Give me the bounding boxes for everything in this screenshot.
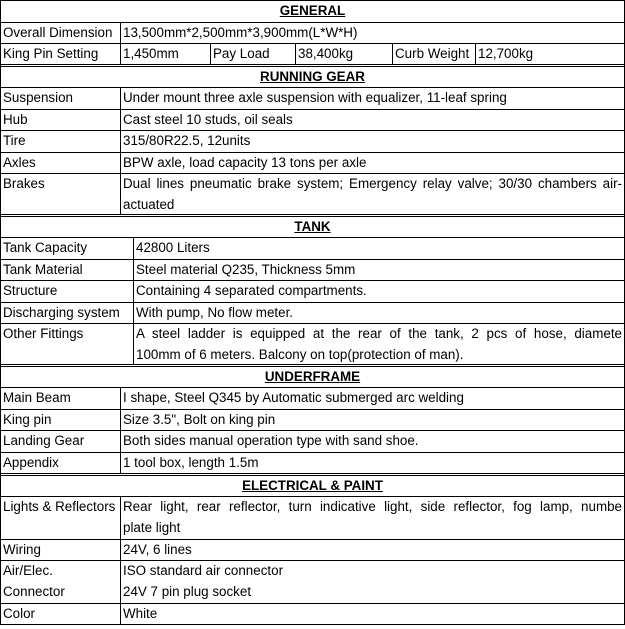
spec-label: Color [3, 606, 35, 621]
spec-label: Discharging system [3, 305, 120, 320]
section-heading-electrical: ELECTRICAL & PAINT [242, 478, 383, 493]
spec-label: Brakes [3, 176, 45, 191]
rule [295, 43, 296, 64]
spec-label: Main Beam [3, 390, 71, 405]
spec-value: Containing 4 separated compartments. [136, 283, 367, 298]
section-heading-general: GENERAL [279, 3, 346, 18]
spec-value: Under mount three axle suspension with equalizer, 11-leaf spring [123, 90, 507, 105]
curb-weight-label: Curb Weight [395, 46, 470, 61]
section-heading-tank: TANK [294, 219, 331, 234]
spec-value: 24V, 6 lines [123, 542, 192, 557]
spec-value-line: plate light [123, 520, 181, 535]
rule [0, 130, 625, 131]
spec-value-line: 100mm of 6 meters. Balcony on top(protection of man). [136, 347, 464, 362]
spec-label: Suspension [3, 90, 73, 105]
spec-value: Both sides manual operation type with sand shoe. [123, 433, 419, 448]
rule [0, 452, 625, 453]
spec-value: Size 3.5", Bolt on king pin [123, 412, 276, 427]
rule [0, 0, 1, 625]
spec-value-line: A steel ladder is equipped at the rear of the tank, 2 pcs of hose, diamete [136, 326, 622, 341]
spec-label: Wiring [3, 542, 41, 557]
rule [0, 64, 625, 65]
spec-label: Air/Elec. [3, 563, 53, 578]
pay-load-value: 38,400kg [298, 46, 354, 61]
spec-value: BPW axle, load capacity 13 tons per axle [123, 155, 367, 170]
rule [0, 237, 625, 238]
spec-value: White [123, 606, 158, 621]
spec-label: Connector [3, 584, 65, 599]
rule [0, 109, 625, 110]
spec-label: Structure [3, 283, 58, 298]
rule [0, 560, 625, 561]
king-pin-setting-value: 1,450mm [123, 46, 179, 61]
spec-label: Axles [3, 155, 36, 170]
pay-load-label: Pay Load [213, 46, 270, 61]
spec-label: Landing Gear [3, 433, 85, 448]
section-heading-running-gear: RUNNING GEAR [260, 69, 365, 84]
spec-value: With pump, No flow meter. [136, 305, 294, 320]
overall-dimension-label: Overall Dimension [3, 25, 113, 40]
curb-weight-value: 12,700kg [478, 46, 534, 61]
spec-label: Lights & Reflectors [3, 499, 116, 514]
rule [133, 237, 134, 364]
rule [0, 603, 625, 604]
spec-value: Cast steel 10 studs, oil seals [123, 112, 293, 127]
rule [120, 22, 121, 64]
rule [120, 387, 121, 473]
king-pin-setting-label: King Pin Setting [3, 46, 99, 61]
rule [475, 43, 476, 64]
rule [120, 496, 121, 624]
rule [0, 624, 625, 625]
section-heading-underframe: UNDERFRAME [264, 369, 361, 384]
spec-value-line: ISO standard air connector [123, 563, 284, 578]
spec-value: I shape, Steel Q345 by Automatic submerged arc welding [123, 390, 464, 405]
spec-value-line: 24V 7 pin plug socket [123, 584, 252, 599]
spec-label: Tank Capacity [3, 240, 88, 255]
spec-value: Dual lines pneumatic brake system; Emergency relay valve; 30/30 chambers air-actuated [123, 176, 622, 212]
spec-label: Hub [3, 112, 28, 127]
rule [0, 473, 625, 474]
spec-value: 42800 Liters [136, 240, 210, 255]
spec-label: Other Fittings [3, 326, 84, 341]
spec-label: Tire [3, 133, 26, 148]
spec-label: King pin [3, 412, 52, 427]
rule [0, 539, 625, 540]
rule [120, 87, 121, 214]
rule [210, 43, 211, 64]
rule [0, 409, 625, 410]
spec-value: Steel material Q235, Thickness 5mm [136, 262, 356, 277]
rule [392, 43, 393, 64]
spec-value: 315/80R22.5, 12units [123, 133, 251, 148]
spec-value: 1 tool box, length 1.5m [123, 455, 259, 470]
overall-dimension-value: 13,500mm*2,500mm*3,900mm(L*W*H) [123, 25, 358, 40]
spec-label: Tank Material [3, 262, 83, 277]
spec-label: Appendix [3, 455, 59, 470]
spec-value-line: Rear light, rear reflector, turn indicative light, side reflector, fog lamp, numbe [123, 499, 622, 514]
